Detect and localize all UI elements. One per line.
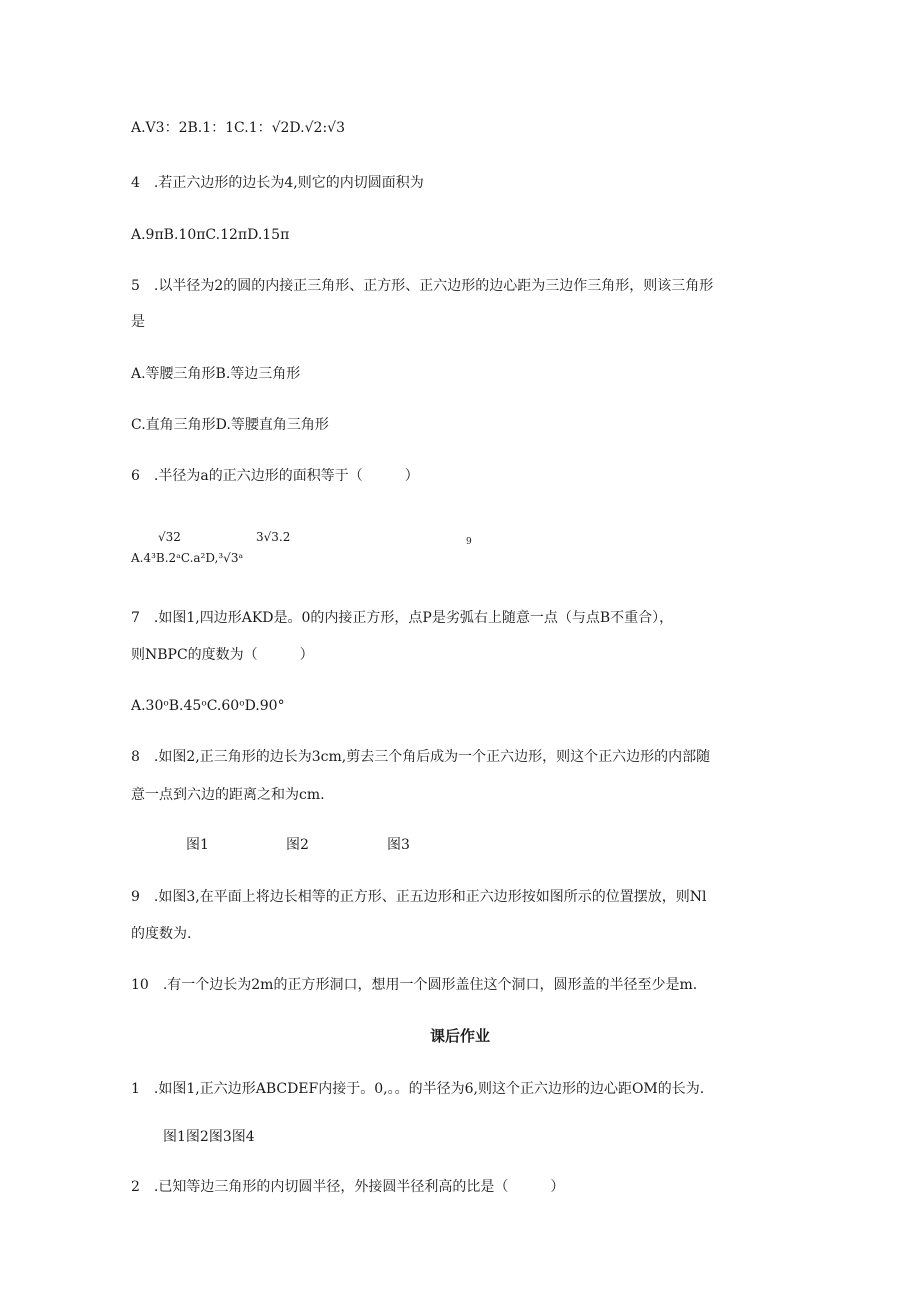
question-8-line1: 8 .如图2,正三角形的边长为3cm,剪去三个角后成为一个正六边形，则这个正六边形的内部随: [131, 749, 711, 765]
homework-1-figures: 图1图2图3图4: [163, 1129, 255, 1145]
section-heading: 课后作业: [429, 1027, 490, 1045]
q6-fraction-b: 3√3.2: [256, 530, 291, 544]
q6-options: A.4³B.2ᵃC.a²D,³√3ᵃ: [131, 551, 244, 565]
q5-options-1: A.等腰三角形B.等边三角形: [131, 366, 301, 382]
figure-label-1: 图1: [186, 837, 209, 853]
question-9-line1: 9 .如图3,在平面上将边长相等的正方形、正五边形和正六边形按如图所示的位置摆放，则Nl: [131, 889, 707, 905]
q4-options: A.9πB.10πC.12πD.15π: [131, 227, 290, 243]
question-8-line2: 意一点到六边的距离之和为cm.: [131, 787, 325, 803]
q7-options: A.30ᵒB.45ᵒC.60ᵒD.90°: [131, 698, 285, 714]
figure-label-3: 图3: [387, 837, 410, 853]
figure-label-2: 图2: [286, 837, 309, 853]
question-10: 10 .有一个边长为2m的正方形洞口，想用一个圆形盖住这个洞口，圆形盖的半径至少是m.: [131, 977, 698, 993]
q6-fraction-a: √32: [158, 530, 181, 544]
question-4: 4 .若正六边形的边长为4,则它的内切圆面积为: [131, 175, 424, 191]
question-5-line2: 是: [131, 314, 145, 330]
question-6: 6 .半径为a的正六边形的面积等于（ ）: [131, 468, 419, 484]
homework-1: 1 .如图1,正六边形ABCDEF内接于。0,。。的半径为6,则这个正六边形的边心距OM的长为.: [131, 1081, 705, 1097]
question-5-line1: 5 .以半径为2的圆的内接正三角形、正方形、正六边形的边心距为三边作三角形，则该三角形: [131, 278, 714, 294]
q3-options: A.V3：2B.1：1C.1：√2D.√2:√3: [131, 120, 345, 136]
homework-2: 2 .已知等边三角形的内切圆半径，外接圆半径利高的比是（ ）: [131, 1179, 565, 1195]
question-9-line2: 的度数为.: [131, 926, 192, 942]
question-7-line1: 7 .如图1,四边形AKD是。0的内接正方形，点P是劣弧右上随意一点（与点B不重合），: [131, 610, 674, 626]
question-7-line2: 则NBPC的度数为（ ）: [131, 647, 314, 663]
q6-fraction-c: 9: [466, 537, 472, 547]
q5-options-2: C.直角三角形D.等腰直角三角形: [131, 417, 329, 433]
